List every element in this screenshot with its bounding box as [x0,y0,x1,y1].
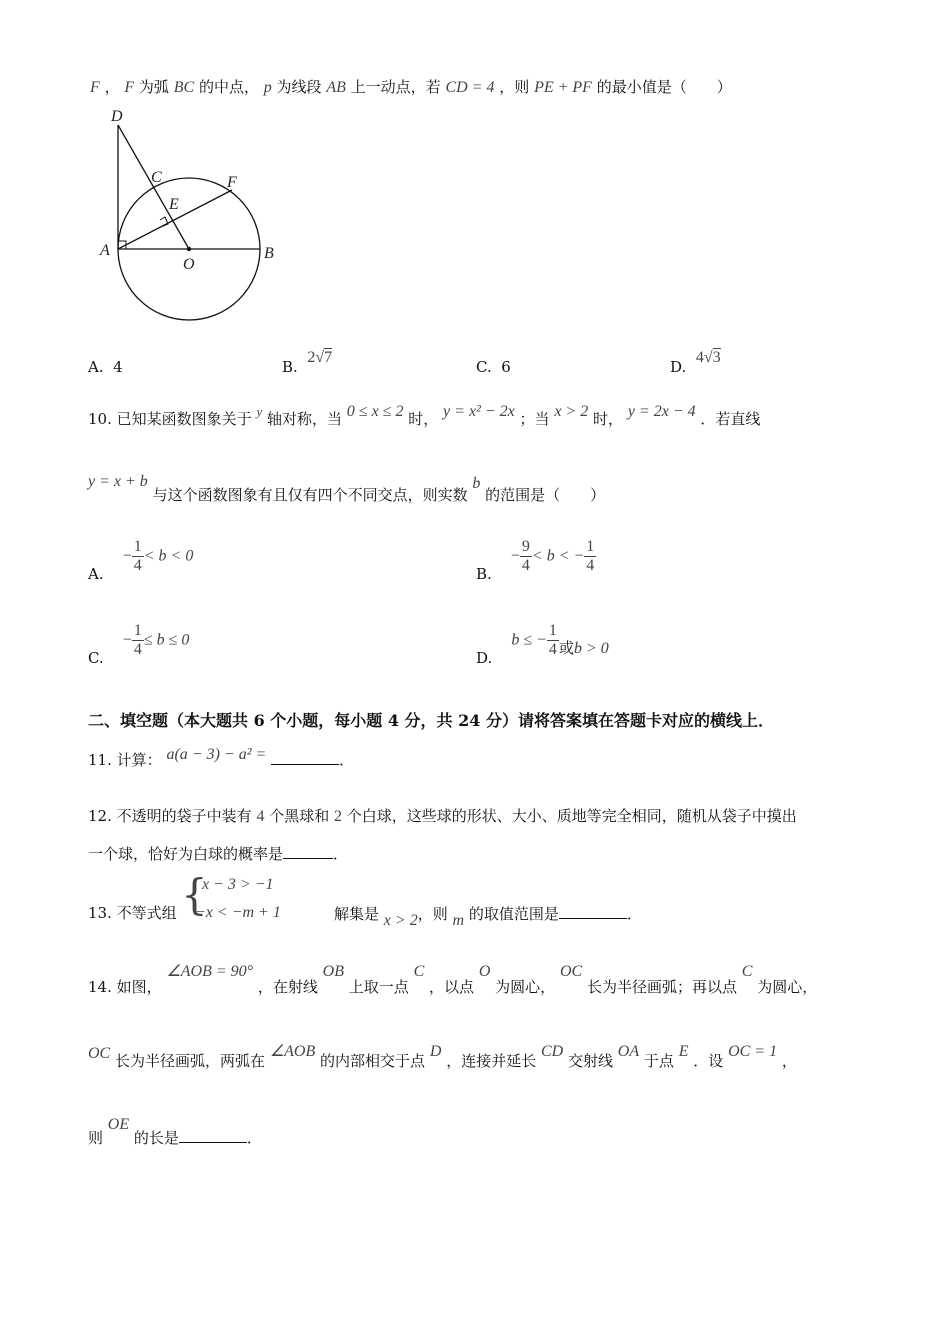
fraction: $\frac{1}{4}$ [133,538,142,574]
answer-blank[interactable] [271,748,339,765]
answer-blank[interactable] [179,1126,247,1143]
label-c: C [151,169,162,186]
fraction: $\frac{1}{4}$ [548,622,557,658]
q14-line1: 14. 如图， ∠AOB = 90° ，在射线 OB 上取一点 C ，以点 O 为圆心， OC 长为半径画弧；再以点 C 为圆心， [88,963,818,996]
q10-stem-line2: y = x + b 与这个函数图象有且仅有四个不同交点，则实数 b 的范围是（ ） [88,473,606,504]
q9-option-c[interactable]: C. 6 [476,358,511,376]
q13-rest: 解集是 x > 2，则 m 的取值范围是 ． [334,902,642,924]
label-a: A [100,242,110,259]
q14-line2: OC 长为半径画弧，两弧在 ∠AOB 的内部相交于点 D ，连接并延长 CD 交射线 OA 于点 E ．设 OC = 1 ， [88,1043,797,1070]
q10-option-b[interactable]: B. − $\frac{9}{4}$ < b < − $\frac{1}{4}$ [476,538,595,583]
q11-line: 11. 计算： a(a − 3) − a² = ． [88,746,355,769]
label-d: D [111,108,123,125]
q12-line1: 12. 不透明的袋子中装有 4 个黑球和 2 个白球，这些球的形状、大小、质地等完全相同，随机从袋子中摸出 [88,807,797,825]
q10-stem-line1: 10. 已知某函数图象关于 y 轴对称，当 0 ≤ x ≤ 2 时， y = x² − 2x ；当 x > 2 时， y = 2x − 4 ．若直线 [88,403,761,428]
point-o [187,247,191,251]
label-f: F [227,174,237,191]
q13-num: 13. 不等式组 [88,904,177,922]
label-e: E [169,196,179,213]
answer-blank[interactable] [559,902,627,919]
label-o: O [183,256,195,273]
fraction: $\frac{9}{4}$ [521,538,530,574]
q10-option-a[interactable]: A. − $\frac{1}{4}$ < b < 0 [88,538,194,583]
fraction: $\frac{1}{4}$ [586,538,595,574]
q9-stem-line: F ， F 为弧 BC 的中点， p 为线段 AB 上一动点，若 CD = 4 ，则 PE + PF 的最小值是（ ） [90,78,732,96]
answer-blank[interactable] [283,842,333,859]
q9-option-d[interactable]: D. 4√3 [670,349,721,376]
q9-geometry-figure [95,105,295,330]
left-brace-icon: { [181,870,208,919]
label-b: B [264,245,274,262]
q14-line3: 则 OE 的长是 ． [88,1116,262,1147]
q12-line2: 一个球，恰好为白球的概率是 ． [88,842,348,864]
fraction: $\frac{1}{4}$ [133,622,142,658]
q9-option-b[interactable]: B. 2√7 [282,349,333,376]
sqrt-icon: √ [315,349,325,366]
q13-inequality-2: −x < −m + 1 [195,904,281,921]
section-heading: 二、填空题（本大题共 6 个小题，每小题 4 分，共 24 分）请将答案填在答题卡对应的横线上． [88,711,774,730]
q10-option-c[interactable]: C. − $\frac{1}{4}$ ≤ b ≤ 0 [88,622,190,667]
q10-option-d[interactable]: D. b ≤ − $\frac{1}{4}$ 或b > 0 [476,622,609,667]
q9-option-a[interactable]: A. 4 [88,358,123,376]
q13-inequality-1: x − 3 > −1 [202,876,274,893]
sqrt-icon: √ [703,349,713,366]
